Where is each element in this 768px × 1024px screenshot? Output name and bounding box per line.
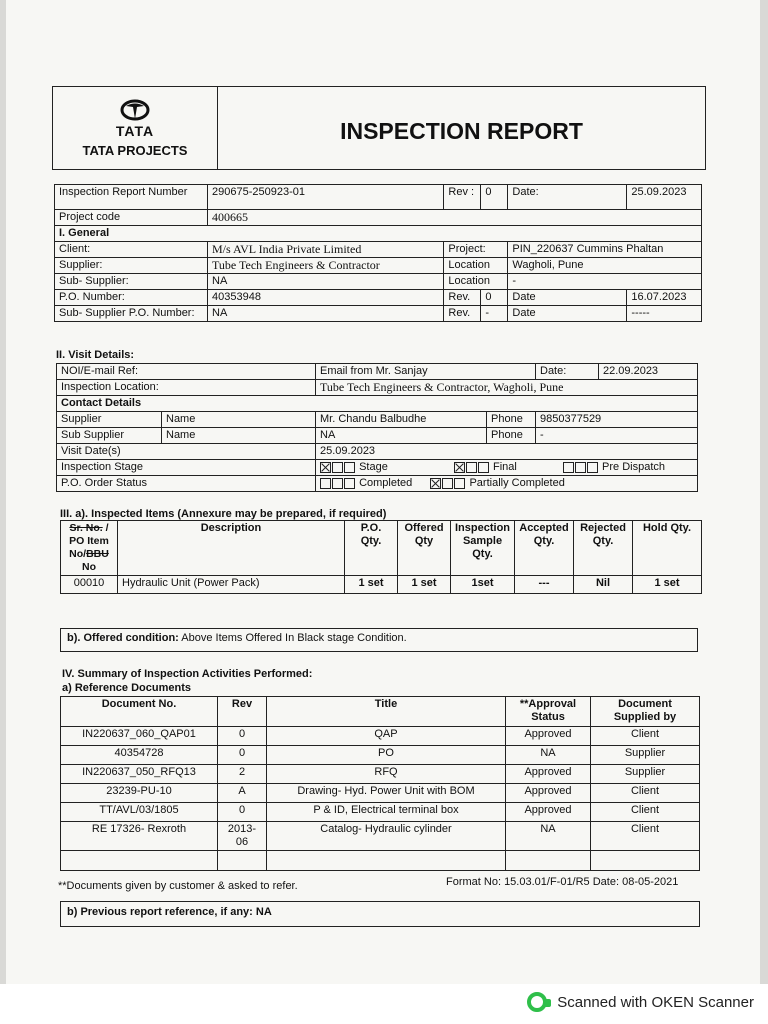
item-po-qty: 1 set bbox=[345, 576, 398, 594]
stage-option-final: Final bbox=[493, 461, 517, 473]
location-value: Tube Tech Engineers & Contractor, Wagholi, Pune bbox=[316, 380, 698, 396]
doc-status: NA bbox=[506, 822, 591, 851]
project-code-value: 400665 bbox=[208, 210, 702, 226]
doc-no: IN220637_050_RFQ13 bbox=[61, 765, 218, 784]
location-label: Location bbox=[444, 258, 508, 274]
items-section-title: III. a). Inspected Items (Annexure may be prepared, if required) bbox=[60, 508, 387, 520]
po-value: 40353948 bbox=[208, 290, 444, 306]
stage-option-stage: Stage bbox=[359, 461, 388, 473]
doc-no: IN220637_060_QAP01 bbox=[61, 727, 218, 746]
item-rejected-qty: Nil bbox=[574, 576, 633, 594]
doc-status: Approved bbox=[506, 803, 591, 822]
items-header-sr-a: Sr. No. bbox=[69, 522, 103, 534]
items-header-sr-c: BBU bbox=[86, 548, 109, 560]
po-status-label: P.O. Order Status bbox=[57, 476, 316, 492]
previous-report-text: b) Previous report reference, if any: NA bbox=[67, 906, 272, 918]
docs-header-rev: Rev bbox=[218, 697, 267, 727]
stage-checkbox-2[interactable] bbox=[344, 462, 355, 473]
predispatch-checkbox-3[interactable] bbox=[587, 462, 598, 473]
sub-supplier-label: Sub Supplier bbox=[57, 428, 162, 444]
doc-title: Catalog- Hydraulic cylinder bbox=[267, 822, 506, 851]
po-date-value: 16.07.2023 bbox=[627, 290, 702, 306]
logo-cell bbox=[53, 87, 218, 170]
final-checkbox-checked[interactable] bbox=[454, 462, 465, 473]
item-sample-qty: 1set bbox=[451, 576, 515, 594]
table-row bbox=[61, 784, 700, 803]
summary-section-title: IV. Summary of Inspection Activities Performed: bbox=[62, 668, 313, 680]
doc-rev: 0 bbox=[218, 746, 267, 765]
doc-rev: 0 bbox=[218, 727, 267, 746]
sub-supplier-name-label: Name bbox=[162, 428, 316, 444]
items-header-hold-qty: Hold Qty. bbox=[633, 521, 702, 576]
oken-scanner-icon bbox=[527, 992, 547, 1012]
supplier-name-label: Name bbox=[162, 412, 316, 428]
item-accepted-qty: --- bbox=[515, 576, 574, 594]
inspection-stage-label: Inspection Stage bbox=[57, 460, 316, 476]
sub-po-rev-label: Rev. bbox=[444, 306, 481, 322]
reference-documents-table bbox=[60, 696, 700, 871]
general-info-table bbox=[54, 184, 702, 322]
scanner-text: Scanned with OKEN Scanner bbox=[557, 993, 754, 1011]
predispatch-checkbox[interactable] bbox=[563, 462, 574, 473]
general-section-title: I. General bbox=[55, 226, 702, 242]
doc-rev: 2013-06 bbox=[218, 822, 267, 851]
po-label: P.O. Number: bbox=[55, 290, 208, 306]
doc-no: 23239-PU-10 bbox=[61, 784, 218, 803]
item-offered-qty: 1 set bbox=[398, 576, 451, 594]
doc-supplied-by: Supplier bbox=[591, 765, 700, 784]
po-status-option-partial: Partially Completed bbox=[469, 477, 565, 489]
location2-value: - bbox=[508, 274, 702, 290]
sub-supplier-phone-value: - bbox=[536, 428, 698, 444]
table-row-empty bbox=[61, 851, 700, 871]
doc-title: P & ID, Electrical terminal box bbox=[267, 803, 506, 822]
visit-details-table bbox=[56, 363, 698, 492]
sub-supplier-label: Sub- Supplier: bbox=[55, 274, 208, 290]
table-row bbox=[61, 822, 700, 851]
report-no-label: Inspection Report Number bbox=[55, 185, 208, 210]
items-header-sr-b: / PO Item No/ bbox=[69, 522, 109, 560]
project-label: Project: bbox=[444, 242, 508, 258]
sub-po-label: Sub- Supplier P.O. Number: bbox=[55, 306, 208, 322]
sub-supplier-value: NA bbox=[208, 274, 444, 290]
logo-word: TATA bbox=[115, 123, 155, 139]
location-label: Inspection Location: bbox=[57, 380, 316, 396]
offered-condition-text: Above Items Offered In Black stage Condition. bbox=[181, 632, 407, 644]
completed-checkbox-3[interactable] bbox=[344, 478, 355, 489]
inspected-items-table bbox=[60, 520, 702, 594]
scanner-watermark bbox=[527, 992, 754, 1012]
doc-supplied-by: Client bbox=[591, 803, 700, 822]
tata-logo-icon bbox=[120, 99, 150, 121]
stage-checkbox[interactable] bbox=[332, 462, 343, 473]
logo-subtitle: TATA PROJECTS bbox=[82, 143, 188, 158]
table-row bbox=[61, 746, 700, 765]
title-cell bbox=[218, 87, 706, 170]
doc-rev: A bbox=[218, 784, 267, 803]
table-row bbox=[61, 576, 702, 594]
table-row bbox=[61, 765, 700, 784]
doc-title: RFQ bbox=[267, 765, 506, 784]
location2-label: Location bbox=[444, 274, 508, 290]
noi-date-value: 22.09.2023 bbox=[599, 364, 698, 380]
item-sr: 00010 bbox=[61, 576, 118, 594]
doc-no: 40354728 bbox=[61, 746, 218, 765]
doc-rev: 2 bbox=[218, 765, 267, 784]
completed-checkbox-2[interactable] bbox=[332, 478, 343, 489]
item-hold-qty: 1 set bbox=[633, 576, 702, 594]
doc-supplied-by: Supplier bbox=[591, 746, 700, 765]
project-code-label: Project code bbox=[55, 210, 208, 226]
doc-title: QAP bbox=[267, 727, 506, 746]
date-value: 25.09.2023 bbox=[627, 185, 702, 210]
partial-checkbox[interactable] bbox=[442, 478, 453, 489]
noi-date-label: Date: bbox=[536, 364, 599, 380]
po-rev-value: 0 bbox=[481, 290, 508, 306]
doc-supplied-by: Client bbox=[591, 822, 700, 851]
document-page bbox=[6, 0, 760, 984]
sub-po-rev-value: - bbox=[481, 306, 508, 322]
visit-section-title: II. Visit Details: bbox=[56, 349, 135, 361]
offered-condition-box bbox=[60, 628, 698, 652]
stage-checkbox-checked[interactable] bbox=[320, 462, 331, 473]
date-label: Date: bbox=[508, 185, 627, 210]
doc-status: Approved bbox=[506, 784, 591, 803]
items-header-sample-qty: Inspection Sample Qty. bbox=[451, 521, 515, 576]
items-header-po-qty: P.O. Qty. bbox=[345, 521, 398, 576]
noi-label: NOI/E-mail Ref: bbox=[57, 364, 316, 380]
docs-header-supplied-by: Document Supplied by bbox=[591, 697, 700, 727]
stage-option-pre-dispatch: Pre Dispatch bbox=[602, 461, 666, 473]
doc-supplied-by: Client bbox=[591, 784, 700, 803]
docs-header-no: Document No. bbox=[61, 697, 218, 727]
header-table bbox=[52, 86, 706, 170]
doc-title: Drawing- Hyd. Power Unit with BOM bbox=[267, 784, 506, 803]
partial-checkbox-2[interactable] bbox=[454, 478, 465, 489]
items-header-sr bbox=[61, 521, 118, 576]
doc-no: RE 17326- Rexroth bbox=[61, 822, 218, 851]
noi-value: Email from Mr. Sanjay bbox=[316, 364, 536, 380]
sub-supplier-phone-label: Phone bbox=[487, 428, 536, 444]
documents-note: **Documents given by customer & asked to refer. bbox=[58, 880, 298, 892]
items-header-rejected-qty: Rejected Qty. bbox=[574, 521, 633, 576]
items-header-description: Description bbox=[118, 521, 345, 576]
visit-dates-value: 25.09.2023 bbox=[316, 444, 698, 460]
page-title: INSPECTION REPORT bbox=[340, 117, 583, 144]
visit-dates-label: Visit Date(s) bbox=[57, 444, 316, 460]
po-date-label: Date bbox=[508, 290, 627, 306]
sub-po-date-value: ----- bbox=[627, 306, 702, 322]
po-status-options bbox=[316, 476, 698, 492]
sub-supplier-name-value: NA bbox=[316, 428, 487, 444]
supplier-value: Tube Tech Engineers & Contractor bbox=[208, 258, 444, 274]
supplier-label: Supplier bbox=[57, 412, 162, 428]
item-description: Hydraulic Unit (Power Pack) bbox=[118, 576, 345, 594]
rev-value: 0 bbox=[481, 185, 508, 210]
doc-supplied-by: Client bbox=[591, 727, 700, 746]
previous-report-box bbox=[60, 901, 700, 927]
doc-rev: 0 bbox=[218, 803, 267, 822]
doc-title: PO bbox=[267, 746, 506, 765]
docs-header-status: **Approval Status bbox=[506, 697, 591, 727]
supplier-phone-value: 9850377529 bbox=[536, 412, 698, 428]
reference-docs-title: a) Reference Documents bbox=[62, 682, 191, 694]
doc-status: NA bbox=[506, 746, 591, 765]
report-no-value: 290675-250923-01 bbox=[208, 185, 444, 210]
partial-checkbox-checked[interactable] bbox=[430, 478, 441, 489]
client-value: M/s AVL India Private Limited bbox=[208, 242, 444, 258]
items-header-offered-qty: Offered Qty bbox=[398, 521, 451, 576]
offered-condition-label: b). Offered condition: bbox=[67, 632, 179, 644]
supplier-label: Supplier: bbox=[55, 258, 208, 274]
sub-po-date-label: Date bbox=[508, 306, 627, 322]
supplier-phone-label: Phone bbox=[487, 412, 536, 428]
doc-status: Approved bbox=[506, 727, 591, 746]
location-value: Wagholi, Pune bbox=[508, 258, 702, 274]
contact-details-title: Contact Details bbox=[57, 396, 698, 412]
sub-po-value: NA bbox=[208, 306, 444, 322]
predispatch-checkbox-2[interactable] bbox=[575, 462, 586, 473]
table-row bbox=[61, 803, 700, 822]
items-header-sr-d: No bbox=[82, 561, 96, 573]
po-status-option-completed: Completed bbox=[359, 477, 413, 489]
format-number: Format No: 15.03.01/F-01/R5 Date: 08-05-2021 bbox=[446, 876, 679, 888]
inspection-stage-options bbox=[316, 460, 698, 476]
rev-label: Rev : bbox=[444, 185, 481, 210]
doc-no: TT/AVL/03/1805 bbox=[61, 803, 218, 822]
final-checkbox[interactable] bbox=[466, 462, 477, 473]
doc-status: Approved bbox=[506, 765, 591, 784]
docs-header-title: Title bbox=[267, 697, 506, 727]
project-value: PIN_220637 Cummins Phaltan bbox=[508, 242, 702, 258]
po-rev-label: Rev. bbox=[444, 290, 481, 306]
items-header-accepted-qty: Accepted Qty. bbox=[515, 521, 574, 576]
final-checkbox-2[interactable] bbox=[478, 462, 489, 473]
scanner-footer bbox=[0, 984, 768, 1024]
table-row bbox=[61, 727, 700, 746]
supplier-name-value: Mr. Chandu Balbudhe bbox=[316, 412, 487, 428]
completed-checkbox[interactable] bbox=[320, 478, 331, 489]
client-label: Client: bbox=[55, 242, 208, 258]
